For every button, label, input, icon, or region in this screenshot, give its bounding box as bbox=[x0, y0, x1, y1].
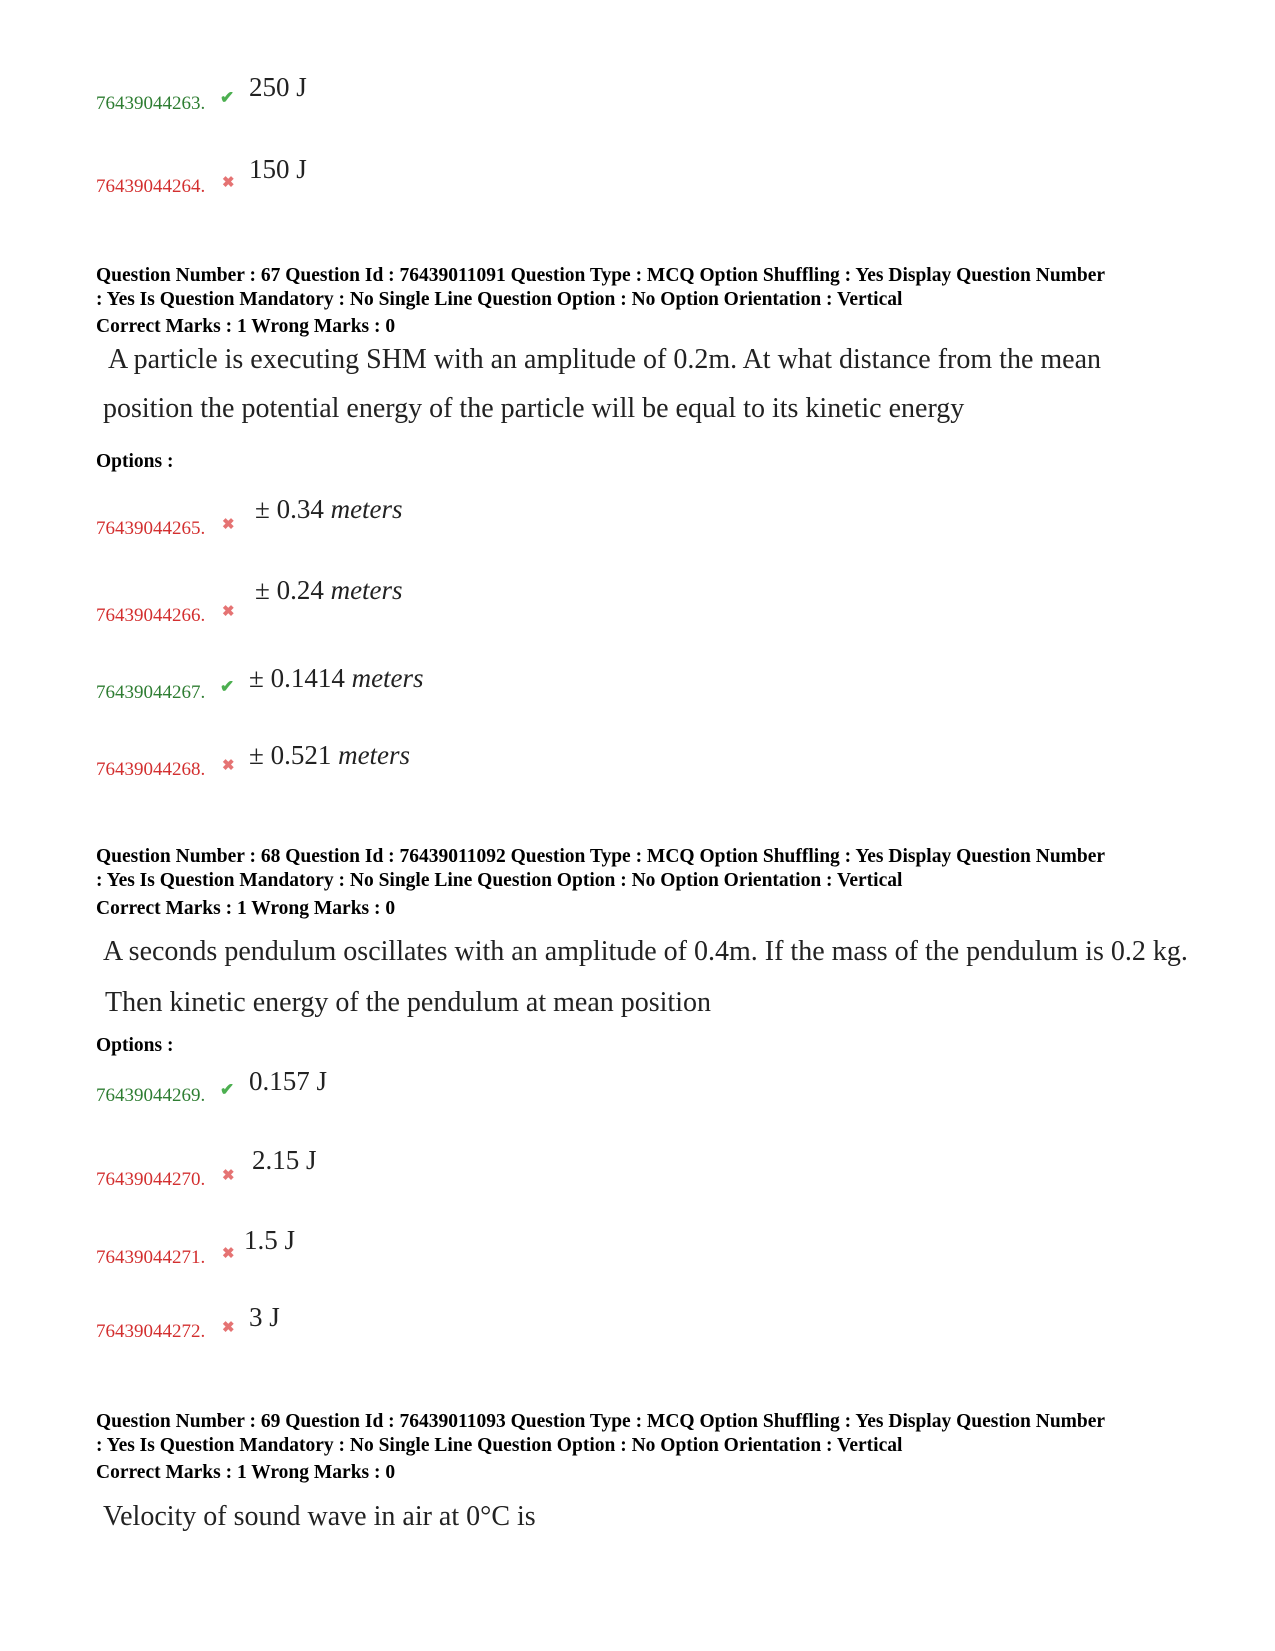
cross-icon: ✖ bbox=[222, 758, 235, 774]
option-value: ± 0.1414 meters bbox=[249, 663, 424, 693]
cross-icon: ✖ bbox=[222, 604, 235, 620]
option-id: 76439044265. bbox=[96, 518, 206, 539]
check-icon: ✔ bbox=[220, 88, 235, 107]
question-marks: Correct Marks : 1 Wrong Marks : 0 bbox=[96, 1462, 396, 1483]
option-id: 76439044272. bbox=[96, 1321, 206, 1342]
option-value: ± 0.521 meters bbox=[249, 740, 411, 770]
option-value: ± 0.34 meters bbox=[255, 494, 403, 524]
option-id: 76439044267. bbox=[96, 682, 206, 703]
cross-icon: ✖ bbox=[222, 175, 235, 191]
question-header-line: : Yes Is Question Mandatory : No Single Line Question Option : No Option Orientation : Vertical bbox=[96, 870, 903, 891]
question-text: A particle is executing SHM with an amplitude of 0.2m. At what distance from the mean bbox=[108, 344, 1102, 375]
option-value: ± 0.24 meters bbox=[255, 575, 403, 605]
option-value: 150 J bbox=[249, 154, 307, 184]
option-value: 0.157 J bbox=[249, 1066, 328, 1096]
question-text: A seconds pendulum oscillates with an amplitude of 0.4m. If the mass of the pendulum is 0.2 kg. bbox=[103, 936, 1188, 967]
question-header-line: Question Number : 67 Question Id : 76439011091 Question Type : MCQ Option Shuffling : Yes Display Question Number bbox=[96, 265, 1106, 286]
option-id: 76439044271. bbox=[96, 1247, 206, 1268]
question-header bbox=[96, 264, 1186, 312]
cross-icon: ✖ bbox=[222, 1320, 235, 1336]
option-value: 2.15 J bbox=[252, 1145, 317, 1175]
option-id: 76439044269. bbox=[96, 1085, 206, 1106]
options-label: Options : bbox=[96, 1035, 174, 1056]
option-id: 76439044268. bbox=[96, 759, 206, 780]
question-header bbox=[96, 845, 1186, 893]
option-value: 3 J bbox=[249, 1302, 280, 1332]
question-header-line: : Yes Is Question Mandatory : No Single Line Question Option : No Option Orientation : Vertical bbox=[96, 289, 903, 310]
question-header-line: : Yes Is Question Mandatory : No Single Line Question Option : No Option Orientation : Vertical bbox=[96, 1435, 903, 1456]
cross-icon: ✖ bbox=[222, 1168, 235, 1184]
option-id: 76439044264. bbox=[96, 176, 206, 197]
option-value: 250 J bbox=[249, 72, 307, 102]
options-label: Options : bbox=[96, 451, 174, 472]
question-header-line: Question Number : 68 Question Id : 76439011092 Question Type : MCQ Option Shuffling : Yes Display Question Number bbox=[96, 846, 1106, 867]
question-marks: Correct Marks : 1 Wrong Marks : 0 bbox=[96, 316, 396, 337]
option-value: 1.5 J bbox=[244, 1225, 296, 1255]
cross-icon: ✖ bbox=[222, 517, 235, 533]
option-id: 76439044270. bbox=[96, 1169, 206, 1190]
question-text: Then kinetic energy of the pendulum at mean position bbox=[105, 987, 711, 1018]
option-id: 76439044263. bbox=[96, 93, 206, 114]
question-text: Velocity of sound wave in air at 0°C is bbox=[103, 1501, 536, 1532]
question-header bbox=[96, 1410, 1186, 1458]
check-icon: ✔ bbox=[220, 677, 235, 696]
question-text: position the potential energy of the particle will be equal to its kinetic energy bbox=[103, 393, 965, 424]
question-marks: Correct Marks : 1 Wrong Marks : 0 bbox=[96, 898, 396, 919]
check-icon: ✔ bbox=[220, 1080, 235, 1099]
option-id: 76439044266. bbox=[96, 605, 206, 626]
question-header-line: Question Number : 69 Question Id : 76439011093 Question Type : MCQ Option Shuffling : Yes Display Question Number bbox=[96, 1411, 1106, 1432]
cross-icon: ✖ bbox=[222, 1246, 235, 1262]
